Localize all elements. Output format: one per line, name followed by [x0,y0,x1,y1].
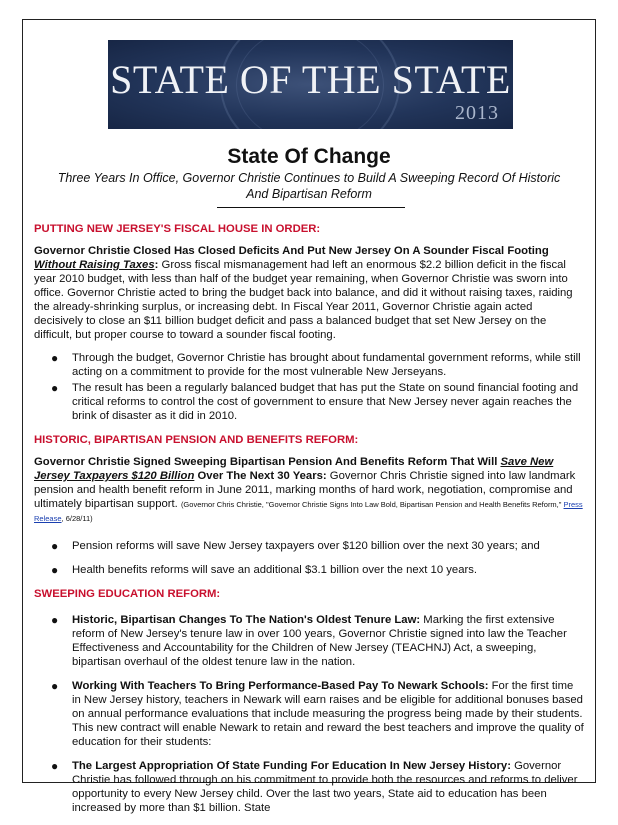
pension-lead-tail: Over The Next 30 Years: [194,470,327,482]
list-item: ● The result has been a regularly balanced budget that has put the State on sound financial footing and critical reforms to control the cost of government to ensure that New Jersey never again reaches the brink of disaster as it did in 2010. [51,381,579,422]
bullet-icon: ● [51,381,59,395]
fiscal-lead: Governor Christie Closed Has Closed Deficits And Put New Jersey On A Sounder Fiscal Footing [34,245,549,257]
pension-bullet-list [34,539,584,577]
pension-lead: Governor Christie Signed Sweeping Bipartisan Pension And Benefits Reform That Will [34,456,501,468]
list-item: ● Through the budget, Governor Christie has brought about fundamental government reforms, while still acting on a commitment to provide for the most vulnerable New Jerseyans. [51,351,581,378]
banner-year: 2013 [455,102,499,124]
list-item: ● The Largest Appropriation Of State Funding For Education In New Jersey History: Governor Christie has followed through on his commitment to provide both the resources and reforms to deliver opportunity to every New Jersey child. Over the last two years, State aid to education has been increased by more than $1 billion. State [51,759,578,814]
state-of-the-state-banner [108,40,513,129]
pension-body: Governor Chris Christie signed into law landmark pension and health benefit reform in June 2011, marking months of hard work, negotiation, compromise and ultimately bipartisan support. [34,470,576,510]
list-item: ● Pension reforms will save New Jersey taxpayers over $120 billion over the next 30 years; and [51,539,540,553]
bullet-icon: ● [51,679,59,693]
pension-paragraph [34,455,584,525]
bullet-icon: ● [51,563,59,577]
pension-citation: (Governor Chris Christie, "Governor Christie Signs Into Law Bold, Bipartisan Pension and Health Benefits Reform," Press Release, 6/28/11) [34,500,583,523]
fiscal-lead-emphasis: Without Raising Taxes [34,259,155,271]
section-heading-education: SWEEPING EDUCATION REFORM: [34,588,221,600]
education-bullet-list [34,613,584,815]
list-item: ● Health benefits reforms will save an additional $3.1 billion over the next 10 years. [51,563,478,577]
bullet-icon: ● [51,351,59,365]
fiscal-paragraph [34,244,584,342]
fiscal-body: Gross fiscal mismanagement had left an enormous $2.2 billion deficit in the fiscal year 2010 budget, with less than half of the budget year remaining, when Governor Christie was sworn into office. Governor Christie acted to bring the budget back into balance, and did it without raising taxes, raiding the already-shrinking surplus, or increasing debt. In Fiscal Year 2011, Governor Christie again acted decisively to close an $11 billion budget deficit and pass a balanced budget that set New Jersey on the difficult, but proper course to toward a sounder fiscal footing. [34,259,573,341]
document-title: State Of Change [227,145,391,168]
section-heading-pension: HISTORIC, BIPARTISAN PENSION AND BENEFITS REFORM: [34,434,359,446]
press-release-link[interactable]: Press Release [34,500,583,523]
bullet-icon: ● [51,613,59,627]
bullet-icon: ● [51,539,59,553]
fiscal-lead-colon: : [154,259,159,271]
section-heading-fiscal: PUTTING NEW JERSEY'S FISCAL HOUSE IN ORDER: [34,223,321,235]
pension-lead-emphasis: Save New Jersey Taxpayers $120 Billion [34,456,554,482]
banner-title: STATE OF THE STATE [110,57,511,102]
fiscal-bullet-list [34,351,584,423]
document-subtitle: Three Years In Office, Governor Christie Continues to Build A Sweeping Record Of Historic And Bipartisan Reform [57,171,561,201]
title-divider [217,207,405,208]
list-item: ● Historic, Bipartisan Changes To The Nation's Oldest Tenure Law: Marking the first extensive reform of New Jersey's tenure law in over 100 years, Governor Christie signed into law the Teacher Effectiveness and Accountability for the Children of New Jersey (TEACHNJ) Act, a sweeping, bipartisan overhaul of the oldest tenure law in the nation. [51,613,567,668]
bullet-icon: ● [51,759,59,773]
list-item: ● Working With Teachers To Bring Performance-Based Pay To Newark Schools: For the first time in New Jersey history, teachers in Newark will earn raises and be eligible for additional bonuses based on annual performance evaluations that include measuring the progress being made by their students. This new contract will enable Newark to retain and reward the best teachers and improve the quality of education for their students: [51,679,584,748]
document-body [34,216,584,825]
